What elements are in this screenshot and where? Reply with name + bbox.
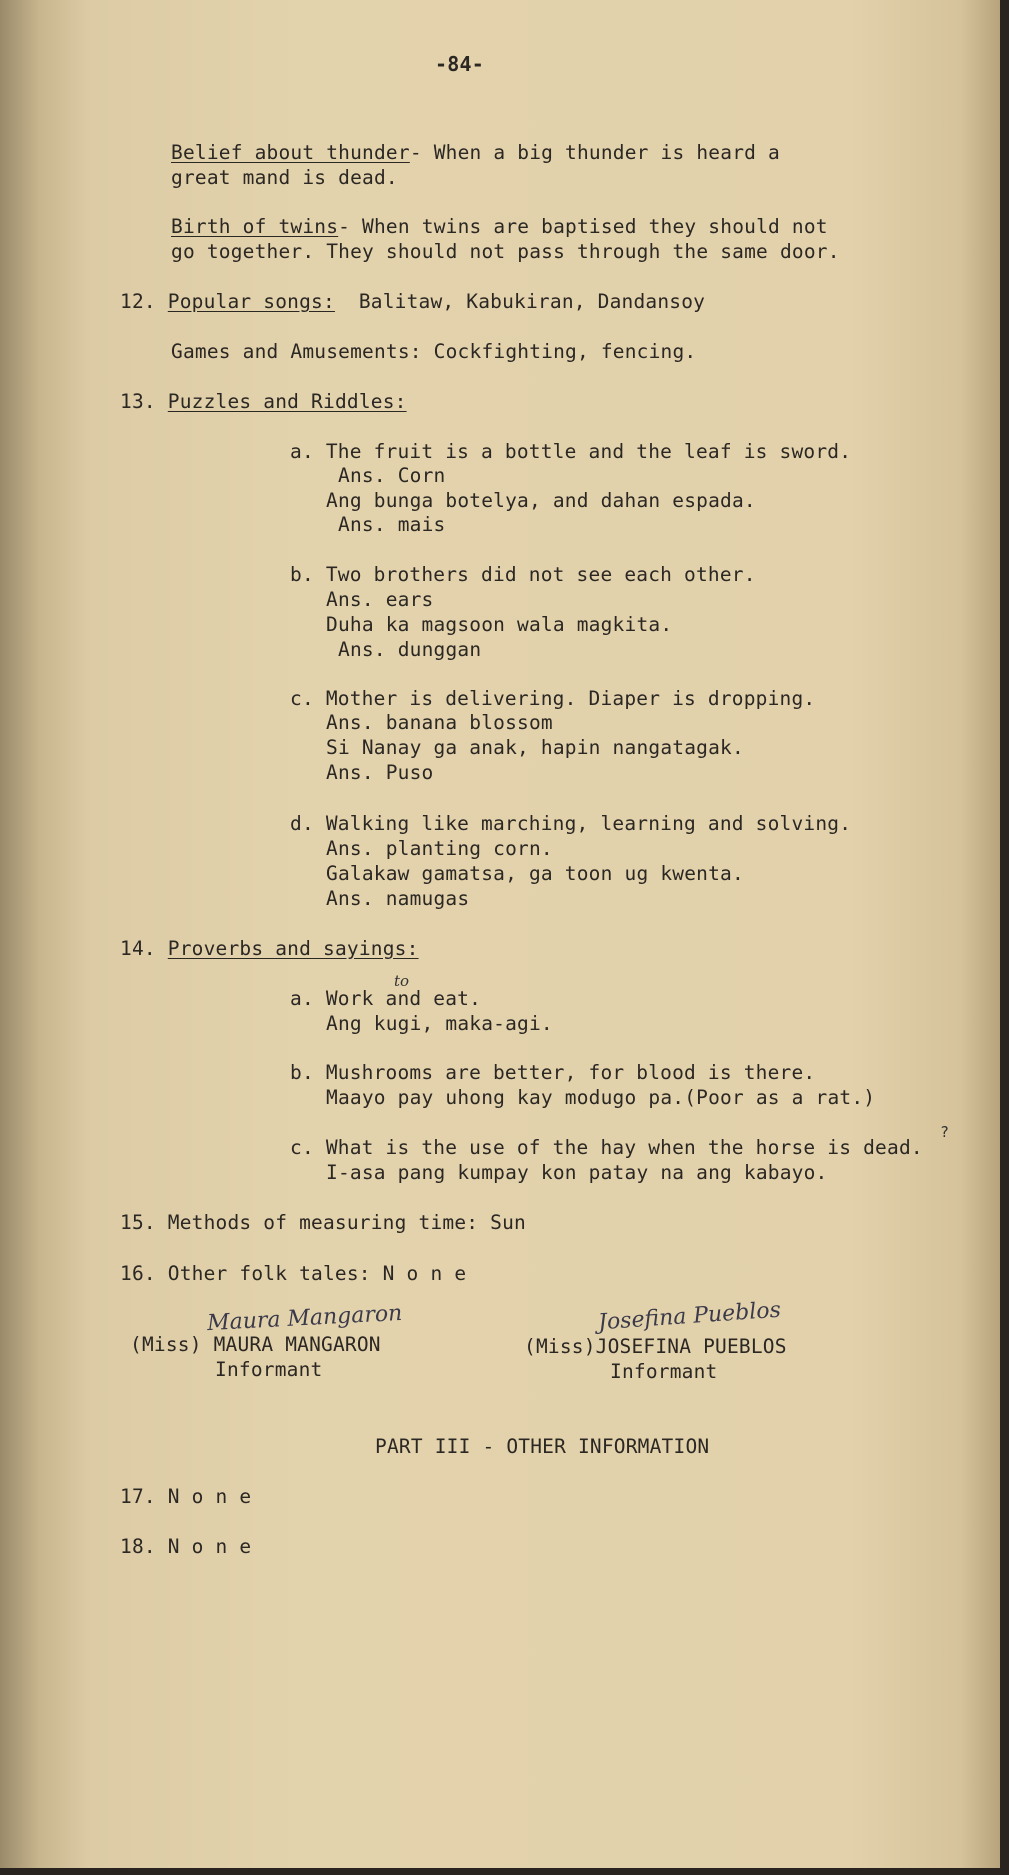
belief-twins-line1: Birth of twins- When twins are baptised they should not bbox=[171, 215, 828, 238]
item-14-label: Proverbs and sayings: bbox=[167, 937, 419, 960]
proverb-b-line2: Maayo pay uhong kay modugo pa.(Poor as a rat.) bbox=[326, 1086, 876, 1109]
riddle-d-line1: d. Walking like marching, learning and solving. bbox=[290, 812, 852, 835]
item-16: 16. Other folk tales: N o n e bbox=[120, 1262, 467, 1285]
proverb-b-line1: b. Mushrooms are better, for blood is there. bbox=[290, 1061, 816, 1084]
belief-thunder-line1: Belief about thunder- When a big thunder is heard a bbox=[171, 141, 780, 164]
informant-right-name: (Miss)JOSEFINA PUEBLOS bbox=[524, 1335, 787, 1358]
riddle-a-line1: a. The fruit is a bottle and the leaf is sword. bbox=[290, 440, 852, 463]
riddle-c-line4: Ans. Puso bbox=[326, 761, 434, 784]
proverb-c-line2: I-asa pang kumpay kon patay na ang kabayo. bbox=[326, 1161, 828, 1184]
riddle-b-line4: Ans. dunggan bbox=[338, 638, 482, 661]
riddle-a-line2: Ans. Corn bbox=[338, 464, 446, 487]
belief-thunder-line2: great mand is dead. bbox=[171, 166, 398, 189]
proverb-a-line2: Ang kugi, maka-agi. bbox=[326, 1012, 553, 1035]
riddle-b-line1: b. Two brothers did not see each other. bbox=[290, 563, 756, 586]
riddle-d-line3: Galakaw gamatsa, ga toon ug kwenta. bbox=[326, 862, 744, 885]
item-14: 14. Proverbs and sayings: bbox=[120, 937, 419, 960]
item-13: 13. Puzzles and Riddles: bbox=[120, 390, 407, 413]
informant-right-role: Informant bbox=[610, 1360, 718, 1383]
riddle-c-line2: Ans. banana blossom bbox=[326, 711, 553, 734]
belief-twins-line2: go together. They should not pass through the same door. bbox=[171, 240, 840, 263]
informant-left-role: Informant bbox=[215, 1358, 323, 1381]
riddle-d-line2: Ans. planting corn. bbox=[326, 837, 553, 860]
riddle-c-line3: Si Nanay ga anak, hapin nangatagak. bbox=[326, 736, 744, 759]
informant-left-name: (Miss) MAURA MANGARON bbox=[130, 1333, 381, 1356]
item-13-label: Puzzles and Riddles: bbox=[167, 390, 407, 413]
belief-twins-label: Birth of twins bbox=[171, 215, 339, 238]
part3-title: PART III - OTHER INFORMATION bbox=[375, 1435, 710, 1458]
proverb-c-line1: c. What is the use of the hay when the horse is dead. bbox=[290, 1136, 923, 1159]
games-amusements: Games and Amusements: Cockfighting, fencing. bbox=[171, 340, 697, 363]
riddle-d-line4: Ans. namugas bbox=[326, 887, 470, 910]
item-12-label: Popular songs: bbox=[167, 290, 335, 313]
signature-right: Josefina Pueblos bbox=[597, 1297, 782, 1336]
item-15: 15. Methods of measuring time: Sun bbox=[120, 1211, 526, 1234]
signature-left: Maura Mangaron bbox=[206, 1300, 403, 1337]
proverb-a-line1: a. Work and eat. bbox=[290, 987, 482, 1010]
riddle-b-line2: Ans. ears bbox=[326, 588, 434, 611]
riddle-b-line3: Duha ka magsoon wala magkita. bbox=[326, 613, 673, 636]
riddle-c-line1: c. Mother is delivering. Diaper is dropping. bbox=[290, 687, 816, 710]
handwritten-correction-to: to bbox=[394, 972, 410, 990]
handwritten-question-mark: ? bbox=[940, 1123, 950, 1141]
riddle-a-line3: Ang bunga botelya, and dahan espada. bbox=[326, 489, 756, 512]
item-18: 18. N o n e bbox=[120, 1535, 252, 1558]
riddle-a-line4: Ans. mais bbox=[338, 513, 446, 536]
item-17: 17. N o n e bbox=[120, 1485, 252, 1508]
page-number: -84- bbox=[435, 52, 484, 76]
item-12: 12. Popular songs: Balitaw, Kabukiran, Dandansoy bbox=[120, 290, 706, 313]
belief-thunder-label: Belief about thunder bbox=[171, 141, 410, 164]
